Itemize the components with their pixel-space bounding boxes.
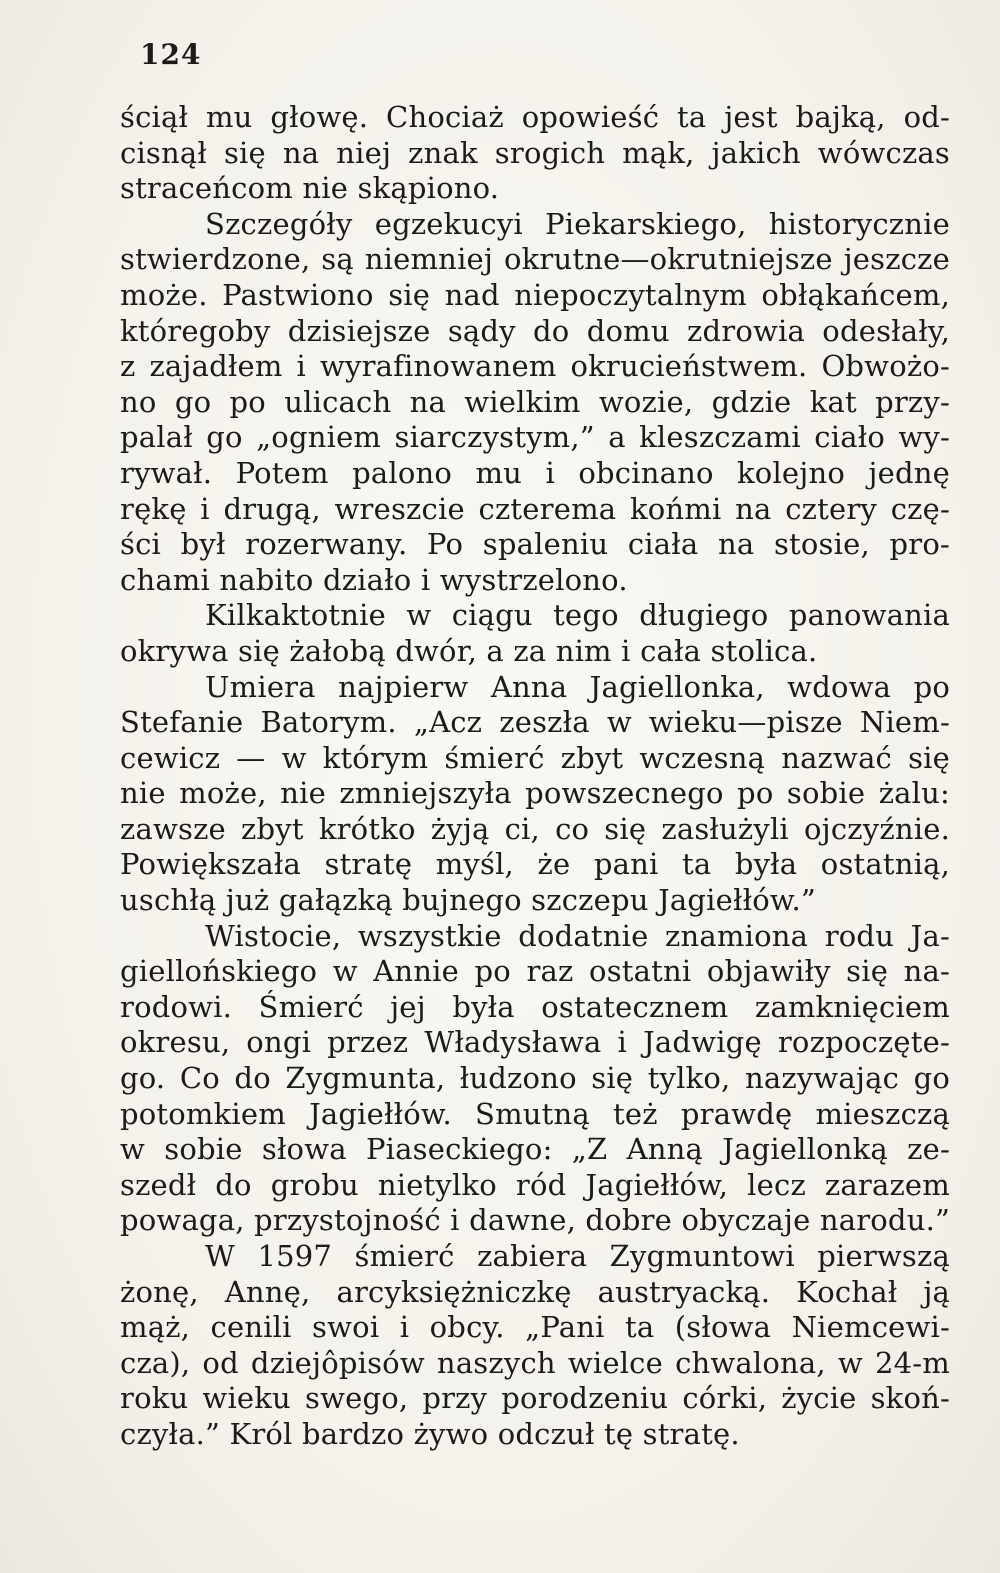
text-line: giellońskiego w Annie po raz ostatni objawiły się na- — [120, 954, 950, 989]
text-line: Umiera najpierw Anna Jagiellonka, wdowa po — [205, 669, 950, 704]
text-line: okrywa się żałobą dwór, a za nim i cała stolica. — [120, 633, 818, 668]
text-line: rodowi. Śmierć jej była ostatecznem zamknięciem — [120, 989, 950, 1024]
text-line: rywał. Potem palono mu i obcinano kolejno jednę — [120, 455, 950, 490]
text-line: cisnął się na niej znak srogich mąk, jakich wówczas — [120, 135, 950, 170]
text-line: cza), od dziejôpisów naszych wielce chwalona, w 24-m — [120, 1345, 950, 1380]
text-line: rękę i drugą, wreszcie czterema końmi na cztery czę- — [120, 491, 950, 526]
text-line: nie może, nie zmniejszyła powszecnego po sobie żalu: — [120, 776, 950, 811]
text-line: z zajadłem i wyrafinowanem okrucieństwem. Obwożo- — [120, 349, 950, 384]
text-line: go. Co do Zygmunta, łudzono się tylko, nazywając go — [120, 1061, 950, 1096]
text-line: cewicz — w którym śmierć zbyt wczesną nazwać się — [120, 740, 950, 775]
text-line: powaga, przystojność i dawne, dobre obyczaje narodu.” — [120, 1203, 951, 1238]
text-line: żonę, Annę, arcyksiężniczkę austryacką. Kochał ją — [120, 1274, 950, 1309]
page-number: 124 — [140, 38, 202, 71]
text-line: stwierdzone, są niemniej okrutne—okrutniejsze jeszcze — [120, 242, 950, 277]
text-line: Stefanie Batorym. „Acz zeszła w wieku—pisze Niem- — [120, 705, 950, 740]
text-line: mąż, cenili swoi i obcy. „Pani ta (słowa Niemcewi- — [120, 1310, 950, 1345]
text-line: uschłą już gałązką bujnego szczepu Jagiełłów.” — [120, 883, 816, 918]
text-line: czyła.” Król bardzo żywo odczuł tę stratę. — [120, 1416, 740, 1451]
text-line: roku wieku swego, przy porodzeniu córki, życie skoń- — [120, 1381, 950, 1416]
body-text — [120, 100, 950, 1453]
text-line: może. Pastwiono się nad niepoczytalnym obłąkańcem, — [120, 277, 950, 312]
text-line: w sobie słowa Piaseckiego: „Z Anną Jagiellonką ze- — [120, 1132, 950, 1167]
text-line: Wistocie, wszystkie dodatnie znamiona rodu Ja- — [205, 918, 950, 953]
text-line: no go po ulicach na wielkim wozie, gdzie kat przy- — [120, 384, 950, 419]
text-line: ściął mu głowę. Chociaż opowieść ta jest bajką, od- — [120, 100, 950, 134]
text-line: straceńcom nie skąpiono. — [120, 171, 500, 206]
text-line: potomkiem Jagiełłów. Smutną też prawdę mieszczą — [120, 1096, 950, 1131]
text-line: Kilkaktotnie w ciągu tego długiego panowania — [205, 598, 950, 633]
text-line: szedł do grobu nietylko ród Jagiełłów, lecz zarazem — [120, 1167, 950, 1202]
text-line: zawsze zbyt krótko żyją ci, co się zasłużyli ojczyźnie. — [120, 811, 950, 846]
text-line: Powiększała stratę myśl, że pani ta była ostatnią, — [120, 847, 950, 882]
text-line: okresu, ongi przez Władysława i Jadwigę rozpoczęte- — [120, 1025, 950, 1060]
text-line: W 1597 śmierć zabiera Zygmuntowi pierwszą — [205, 1239, 950, 1273]
text-line: ści był rozerwany. Po spaleniu ciała na stosie, pro- — [120, 527, 950, 562]
text-line: palał go „ogniem siarczystym,” a kleszczami ciało wy- — [120, 420, 950, 455]
text-line: chami nabito działo i wystrzelono. — [120, 562, 628, 597]
text-line: któregoby dzisiejsze sądy do domu zdrowia odesłały, — [120, 313, 950, 348]
text-line: Szczegóły egzekucyi Piekarskiego, historycznie — [205, 206, 950, 241]
